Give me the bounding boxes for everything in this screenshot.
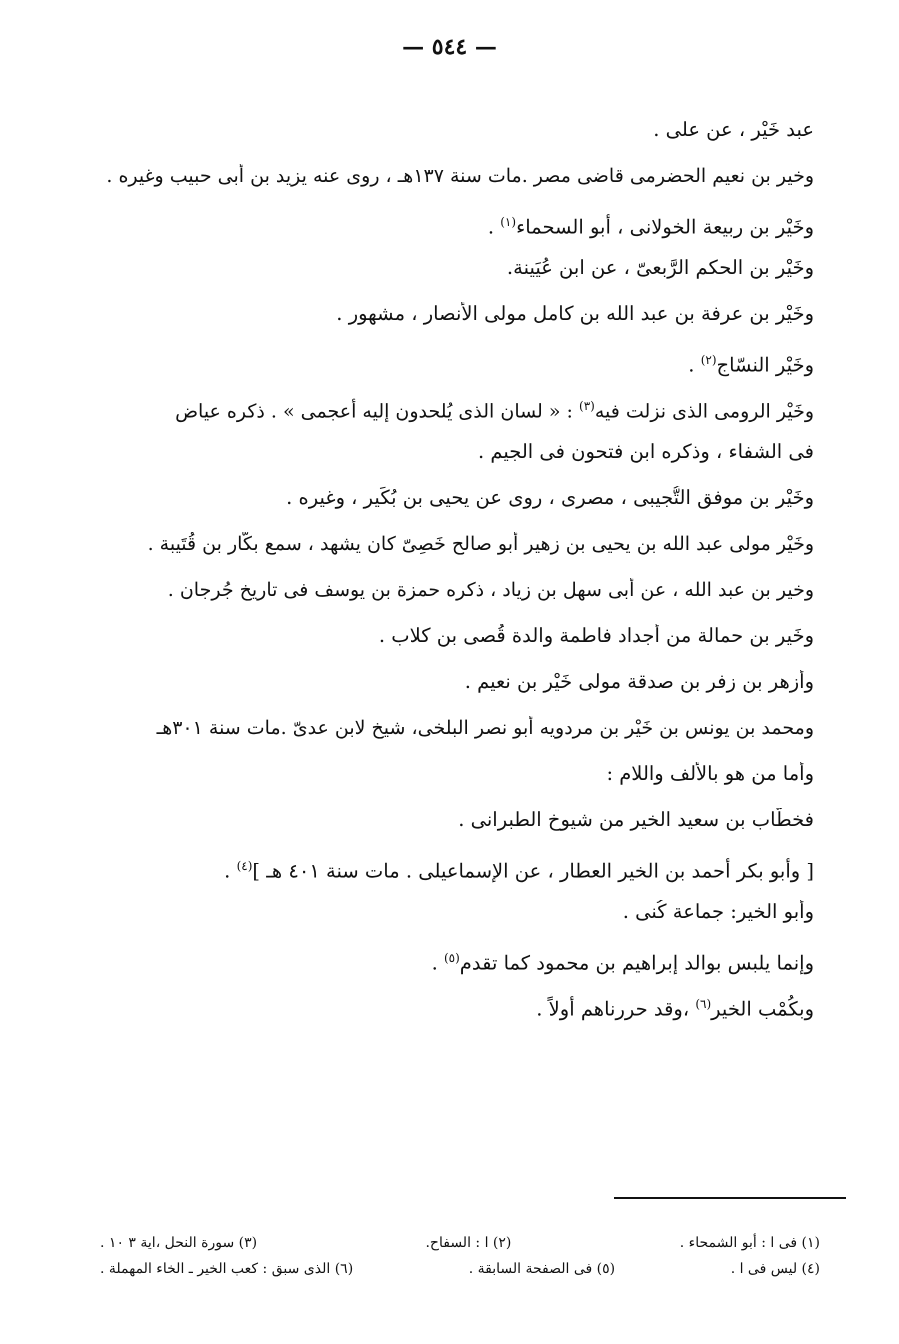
text-line [104,210,814,256]
text-line: وخير بن عبد الله ، عن أبى سهل بن زياد ، ذكره حمزة بن يوسف فى تاريخ جُرجان . [167,579,814,601]
line-text: وإنما يلبس بوالد إبراهيم بن محمود كما تقدم [459,951,814,975]
text-line [104,348,814,394]
footnote-row [100,1256,820,1282]
quran-quote: : « لسان الذى يُلحدون إليه أعجمى » . ذكره عياض [175,400,579,423]
line-text: . [487,215,501,239]
line-text: ،وقد حررناهم أولاً . [536,997,696,1021]
footnote-row [100,1230,820,1256]
footnote-3: (٣) سورة النحل ،اية ٣ ١٠ . [100,1235,258,1251]
line-text: . [431,951,444,975]
text-line [104,854,814,900]
footnote-2: (٢) ا : السفاح. [425,1235,512,1251]
footnote-marker: (٢) [700,353,717,367]
text-line [104,946,814,992]
text-line: وخَيْر بن موفق التُّجيبى ، مصرى ، روى عن يحيى بن بُكَير ، وغيره . [286,486,814,509]
text-line: وخَير بن حمالة من أجداد فاطمة والدة قُصى بن كلاب . [378,624,814,647]
footnote-divider [614,1197,846,1199]
footnote-marker: (٤) [236,859,253,873]
line-text: . [688,353,701,377]
text-line: فى الشفاء ، وذكره ابن فتحون فى الجيم . [477,440,814,463]
text-line: وخير بن نعيم الحضرمى قاضى مصر .مات سنة ١٣٧هـ ، روى عنه يزيد بن أبى حبيب وغيره . [106,165,814,187]
text-line [104,992,814,1038]
footnote-5: (٥) فى الصفحة السابقة . [468,1261,616,1277]
text-line: عبد خَيْر ، عن على . [653,118,814,141]
text-line: فخطّاب بن سعيد الخير من شيوخ الطبرانى . [458,808,814,831]
text-line: وأبو الخير: جماعة كُنى . [622,900,814,923]
line-text: وخَيْر الرومى الذى نزلت فيه [594,400,814,423]
body-text [104,118,814,1038]
line-text: [ وأبو بكر أحمد بن الخير العطار ، عن الإسماعيلى . مات سنة ٤٠١ هـ ] [252,859,814,883]
text-line: وخَيْر بن عرفة بن عبد الله بن كامل مولى الأنصار ، مشهور . [336,302,814,325]
text-line [104,394,814,440]
footnote-marker: (١) [500,215,517,229]
footnotes [100,1230,820,1282]
text-line: وخَيْر مولى عبد الله بن يحيى بن زهير أبو صالح خَصِىّ كان يشهد ، سمع بكّار بن قُتَيبة . [147,533,814,555]
footnote-1: (١) فى ا : أبو الشمحاء . [679,1235,820,1251]
line-text: وبكُمْب الخير [711,997,814,1021]
footnote-marker: (٣) [579,399,595,413]
line-text: وخَيْر النسّاج [716,353,814,377]
text-line: وأزهر بن زفر بن صدقة مولى خَيْر بن نعيم . [464,670,814,693]
footnote-6: (٦) الذى سبق : كعب الخير ـ الخاء المهملة . [100,1261,354,1277]
line-text: . [224,859,237,883]
footnote-marker: (٦) [695,997,712,1011]
text-line: وأما من هو بالألف واللام : [606,762,814,785]
line-text: وخَيْر بن ربيعة الخولانى ، أبو السحماء [516,215,814,239]
text-line: ومحمد بن يونس بن خَيْر بن مردويه أبو نصر البلخى، شيخ لابن عدىّ .مات سنة ٣٠١هـ [156,717,814,739]
footnote-4: (٤) ليس فى ا . [730,1261,820,1277]
text-line: وخَيْر بن الحكم الرَّبعىّ ، عن ابن عُيَينة. [506,256,814,279]
page-number: — ٥٤٤ — [402,34,497,60]
footnote-marker: (٥) [443,951,460,965]
